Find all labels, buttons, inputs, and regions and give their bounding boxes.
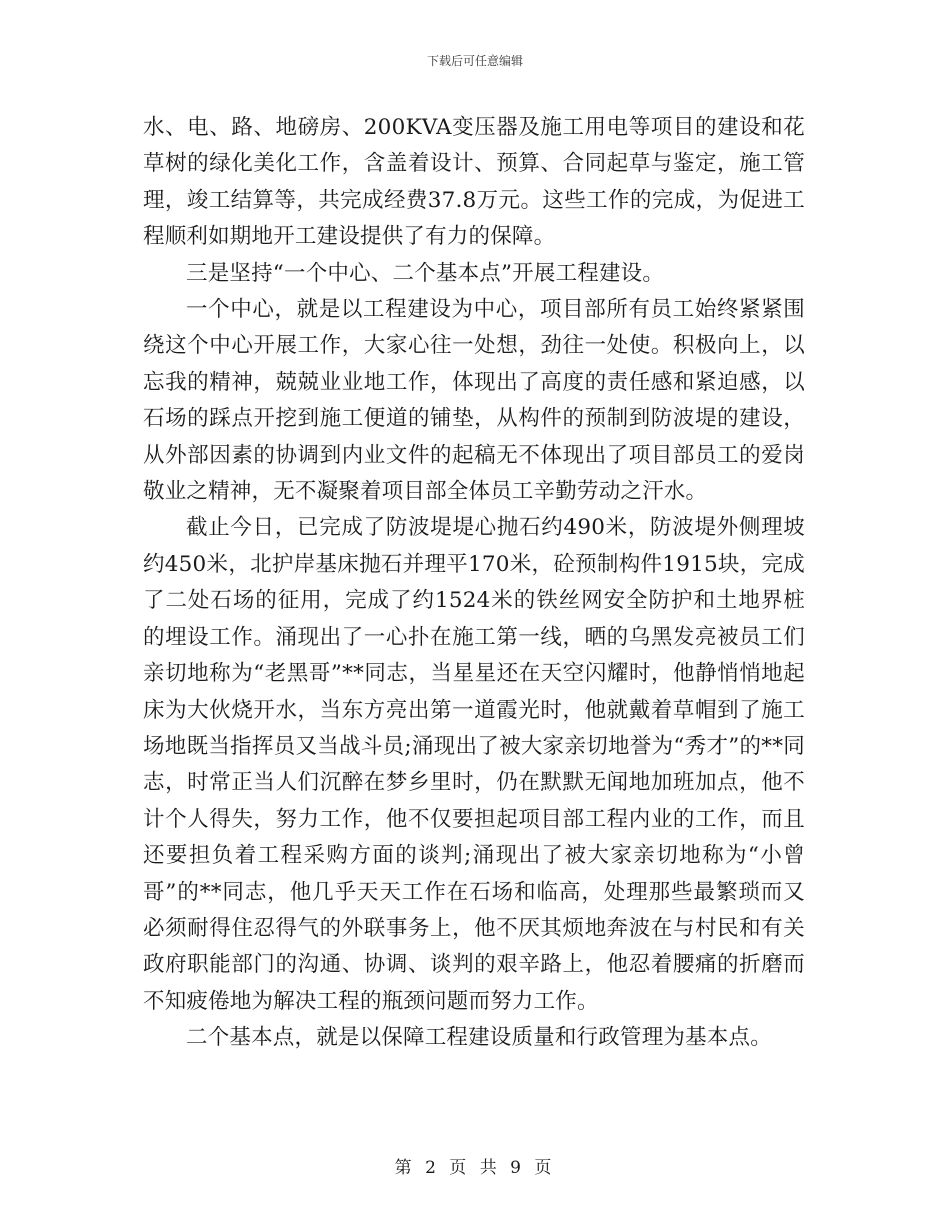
page-header: 下载后可任意编辑 bbox=[426, 54, 523, 68]
paragraph-continuation: 水、电、路、地磅房、200KVA变压器及施工用电等项目的建设和花草树的绿化美化工作，含盖着设计、预算、合同起草与鉴定，施工管理，竣工结算等，共完成经费37.8万元。这些工作的完成，为促进工程顺利如期地开工建设提供了有力的保障。 bbox=[143, 115, 805, 250]
page-footer: 第 2 页 共 9 页 bbox=[394, 1158, 556, 1178]
paragraph-heading-three: 三是坚持“一个中心、二个基本点”开展工程建设。 bbox=[186, 260, 665, 286]
paragraph-one-center: 一个中心，就是以工程建设为中心，项目部所有员工始终紧紧围绕这个中心开展工作，大家心往一处想，劲往一处使。积极向上，以忘我的精神，兢兢业业地工作，体现出了高度的责任感和紧迫感，以石场的踩点开挖到施工便道的铺垫，从构件的预制到防波堤的建设，从外部因素的协调到内业文件的起稿无不体现出了项目部员工的爱岗敬业之精神，无不凝聚着项目部全体员工辛勤劳动之汗水。 bbox=[143, 297, 805, 505]
paragraph-two-basic-points: 二个基本点，就是以保障工程建设质量和行政管理为基本点。 bbox=[186, 1025, 772, 1051]
document-body bbox=[143, 110, 805, 1057]
paragraph-progress: 截止今日，已完成了防波堤堤心抛石约490米，防波堤外侧理坡约450米，北护岸基床抛石并理平170米，砼预制构件1915块，完成了二处石场的征用，完成了约1524米的铁丝网安全防护和土地界桩的埋设工作。涌现出了一心扑在施工第一线，晒的乌黑发亮被员工们亲切地称为“老黑哥”**同志，当星星还在天空闪耀时，他静悄悄地起床为大伙烧开水，当东方亮出第一道霞光时，他就戴着草帽到了施工场地既当指挥员又当战斗员;涌现出了被大家亲切地誉为“秀才”的**同志，时常正当人们沉醉在梦乡里时，仍在默默无闻地加班加点，他不计个人得失，努力工作，他不仅要担起项目部工程内业的工作，而且还要担负着工程采购方面的谈判;涌现出了被大家亲切地称为“小曾哥”的**同志，他几乎天天工作在石场和临高，处理那些最繁琐而又必须耐得住忍得气的外联事务上，他不厌其烦地奔波在与村民和有关政府职能部门的沟通、协调、谈判的艰辛路上，他忍着腰痛的折磨而不知疲倦地为解决工程的瓶颈问题而努力工作。 bbox=[143, 515, 805, 1014]
